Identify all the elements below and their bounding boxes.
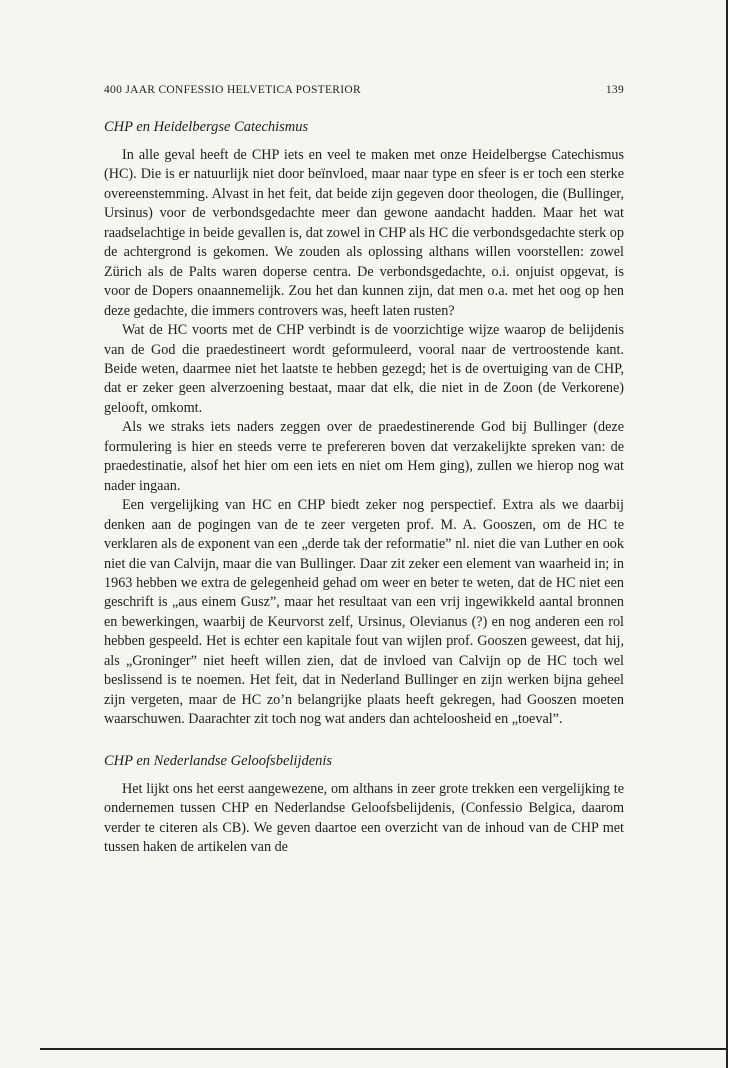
running-head — [104, 84, 624, 102]
page-number: 139 — [605, 84, 624, 96]
text-block — [104, 117, 624, 857]
paragraph: In alle geval heeft de CHP iets en veel te maken met onze Heidelbergse Catechismus (HC). Die is er natuurlijk niet door beïnvloed, maar naar type en sfeer is er toch een sterke overeenstemming. Alvast in het feit, dat beide zijn gegeven door theologen, die (Bullinger, Ursinus) voor de verbondsgedachte meer dan gewone aandacht hadden. Maar het wat raadselachtige in beide gevallen is, dat zowel in CHP als HC die verbondsgedachte sterk op de achtergrond is gekomen. We zouden als oplossing althans willen voorstellen: zowel Zürich als de Palts waren doperse centra. De verbondsgedachte, o.i. onjuist opgevat, is voor de Dopers onaannemelijk. Zou het dan kunnen zijn, dat men o.a. met het oog op hen deze gedachte, die immers controvers was, heeft laten rusten? — [104, 147, 624, 319]
running-head-title: 400 JAAR CONFESSIO HELVETICA POSTERIOR — [104, 84, 361, 96]
bottom-edge-line — [40, 1048, 726, 1050]
section-heading: CHP en Nederlandse Geloofsbelijdenis — [104, 752, 333, 769]
paragraph: Wat de HC voorts met de CHP verbindt is de voorzichtige wijze waarop de belijdenis van de God die praedestineert wordt geformuleerd, vooral naar de vertroostende kant. Beide weten, daarmee niet het laatste te hebben gezegd; het is de overtuiging van de CHP, dat er zeker geen alverzoening bestaat, maar dat elk, die niet in de Zoon (de Verkorene) gelooft, omkomt. — [104, 322, 624, 416]
paragraph: Als we straks iets naders zeggen over de praedestinerende God bij Bullinger (deze formulering is hier en steeds verre te prefereren boven dat verzakelijkte spreken van: de praedestinatie, alsof het hier om een iets en niet om Hem ging), zullen we hierop nog wat nader ingaan. — [104, 419, 624, 494]
paragraph: Het lijkt ons het eerst aangewezene, om althans in zeer grote trekken een vergelijking te ondernemen tussen CHP en Nederlandse Geloofsbelijdenis, (Confessio Belgica, daarom verder te citeren als CB). We geven daartoe een overzicht van de inhoud van de CHP met tussen haken de artikelen van de — [104, 780, 624, 855]
page-edge-line — [726, 0, 728, 1068]
paragraph: Een vergelijking van HC en CHP biedt zeker nog perspectief. Extra als we daarbij denken aan de pogingen van de te zeer vergeten prof. M. A. Gooszen, om de HC te verklaren als de exponent van een „derde tak der reformatie” nl. niet die van Luther en ook niet die van Calvijn, maar die van Bullinger. Daar zit zeker een element van waarheid in; in 1963 hebben we extra de gelegenheid gehad om weer en beter te weten, dat de HC niet een geschrift is „aus einem Gusz”, maar het resultaat van een vrij ingewikkeld aantal bronnen en bewerkingen, waarbij de Keurvorst zelf, Ursinus, Olevianus (?) en nog anderen een rol hebben gespeeld. Het is echter een kapitale fout van wijlen prof. Gooszen geweest, dat hij, als „Groninger” niet heeft willen zien, dat de invloed van Calvijn op de HC toch wel beslissend is te noemen. Het feit, dat in Nederland Bullinger en zijn werken bijna geheel zijn vergeten, maar de HC zo’n belangrijke plaats heeft gekregen, had Gooszen moeten waarschuwen. Daarachter zit toch nog wat anders dan achteloosheid en „toeval”. — [104, 497, 624, 728]
section-heading: CHP en Heidelbergse Catechismus — [104, 119, 309, 135]
